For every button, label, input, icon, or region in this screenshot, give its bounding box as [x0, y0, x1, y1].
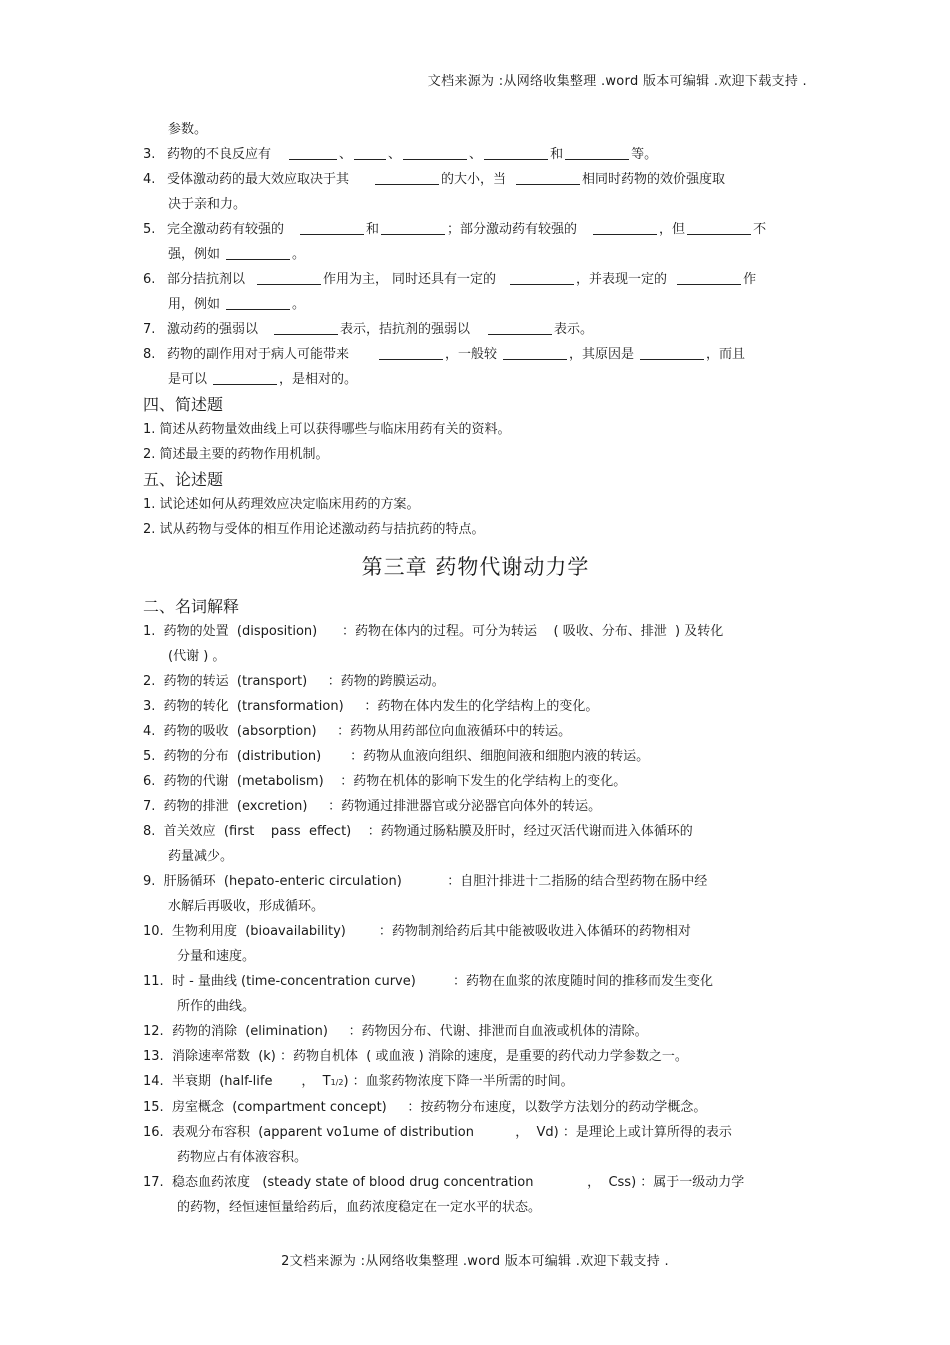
blank-field[interactable] [274, 320, 338, 335]
list-item: 1. 简述从药物量效曲线上可以获得哪些与临床用药有关的资料。 [143, 422, 511, 437]
subscript: 1/2 [330, 1078, 344, 1087]
blank-field[interactable] [226, 245, 290, 260]
blank-field[interactable] [516, 170, 580, 185]
question-5: 5. 完全激动药有较强的 和 ；部分激动药有较强的 ，但 不 [143, 222, 767, 237]
term-item: 12. 药物的消除 (elimination) ：药物因分布、代谢、排泄而自血液或机体的清除。 [143, 1024, 648, 1039]
question-4: 4. 受体激动药的最大效应取决于其 的大小，当 相同时药物的效价强度取 [143, 172, 726, 187]
term-item: 3. 药物的转化 (transformation) ：药物在体内发生的化学结构上的变化。 [143, 699, 599, 714]
question-4-cont: 决于亲和力。 [168, 197, 247, 212]
blank-field[interactable] [593, 220, 657, 235]
page-header: 文档来源为 :从网络收集整理 .word 版本可编辑 .欢迎下载支持 . [427, 74, 807, 89]
term-item: 11. 时 - 量曲线 (time-concentration curve) ：药物在血浆的浓度随时间的推移而发生变化 [143, 974, 714, 989]
list-item: 2. 简述最主要的药物作用机制。 [143, 447, 329, 462]
term-item: 8. 首关效应 (first pass effect) ：药物通过肠粘膜及肝时，经过灭活代谢而进入体循环的 [143, 824, 693, 839]
question-3: 3. 药物的不良反应有 、 、 、 和 等。 [143, 147, 658, 162]
page-footer: 2文档来源为 :从网络收集整理 .word 版本可编辑 .欢迎下载支持 . [281, 1254, 669, 1269]
blank-field[interactable] [226, 295, 290, 310]
term-item: 9. 肝肠循环 (hepato-enteric circulation) ：自胆汁排进十二指肠的结合型药物在肠中经 [143, 874, 708, 889]
blank-field[interactable] [375, 170, 439, 185]
term-item: 4. 药物的吸收 (absorption) ：药物从用药部位向血液循环中的转运。 [143, 724, 572, 739]
question-6-cont: 用，例如 。 [168, 297, 306, 312]
term-item: 7. 药物的排泄 (excretion) ：药物通过排泄器官或分泌器官向体外的转运。 [143, 799, 602, 814]
question-7: 7. 激动药的强弱以 表示，拮抗剂的强弱以 表示。 [143, 322, 594, 337]
term-item: 15. 房室概念 (compartment concept) ：按药物分布速度，以数学方法划分的药动学概念。 [143, 1100, 707, 1115]
section-title: 五、论述题 [143, 470, 224, 489]
blank-field[interactable] [213, 370, 277, 385]
blank-field[interactable] [257, 270, 321, 285]
term-item: 17. 稳态血药浓度 (steady state of blood drug concentration ， Css) ：属于一级动力学 [143, 1175, 745, 1190]
question-5-cont: 强，例如 。 [168, 247, 306, 262]
term-item-cont: 的药物，经恒速恒量给药后，血药浓度稳定在一定水平的状态。 [177, 1200, 542, 1215]
blank-field[interactable] [379, 345, 443, 360]
term-item-cont: (代谢 ) 。 [168, 649, 226, 664]
blank-field[interactable] [677, 270, 741, 285]
term-item: 13. 消除速率常数 (k) ：药物自机体 ( 或血液 ) 消除的速度，是重要的药代动力学参数之一。 [143, 1049, 688, 1064]
term-item: 14. 半衰期 (half-life ， T1/2) ：血浆药物浓度下降一半所需的时间。 [143, 1074, 574, 1089]
list-item: 1. 试论述如何从药理效应决定临床用药的方案。 [143, 497, 420, 512]
blank-field[interactable] [289, 145, 337, 160]
blank-field[interactable] [687, 220, 751, 235]
term-item: 5. 药物的分布 (distribution) ：药物从血液向组织、细胞间液和细胞内液的转运。 [143, 749, 650, 764]
blank-field[interactable] [300, 220, 364, 235]
term-item-cont: 分量和速度。 [177, 949, 256, 964]
section-title: 四、简述题 [143, 395, 224, 414]
term-item: 1. 药物的处置 (disposition) ：药物在体内的过程。可分为转运 ( 吸收、分布、排泄 ) 及转化 [143, 624, 724, 639]
question-6: 6. 部分拮抗剂以 作用为主， 同时还具有一定的 ，并表现一定的 作 [143, 272, 757, 287]
blank-field[interactable] [488, 320, 552, 335]
blank-field[interactable] [403, 145, 467, 160]
blank-field[interactable] [503, 345, 567, 360]
term-item: 6. 药物的代谢 (metabolism) ：药物在机体的影响下发生的化学结构上的变化。 [143, 774, 627, 789]
term-item-cont: 水解后再吸收，形成循环。 [168, 899, 325, 914]
chapter-title: 第三章 药物代谢动力学 [361, 555, 590, 579]
term-item-cont: 药量减少。 [168, 849, 234, 864]
term-item-cont: 所作的曲线。 [177, 999, 256, 1014]
page-content [143, 117, 808, 1220]
question-8: 8. 药物的副作用对于病人可能带来 ，一般较 ，其原因是 ，而且 [143, 347, 746, 362]
term-item-cont: 药物应占有体液容积。 [177, 1150, 308, 1165]
term-item: 16. 表观分布容积 (apparent vo1ume of distribution ， Vd) ：是理论上或计算所得的表示 [143, 1125, 732, 1140]
blank-field[interactable] [484, 145, 548, 160]
blank-field[interactable] [565, 145, 629, 160]
blank-field[interactable] [510, 270, 574, 285]
blank-field[interactable] [354, 145, 386, 160]
list-item: 2. 试从药物与受体的相互作用论述激动药与拮抗药的特点。 [143, 522, 485, 537]
blank-field[interactable] [381, 220, 445, 235]
question-8-cont: 是可以 ，是相对的。 [168, 372, 358, 387]
term-item: 10. 生物利用度 (bioavailability) ：药物制剂给药后其中能被吸收进入体循环的药物相对 [143, 924, 691, 939]
section-title: 二、名词解释 [143, 597, 240, 616]
blank-field[interactable] [640, 345, 704, 360]
text-line: 参数。 [168, 122, 208, 137]
term-item: 2. 药物的转运 (transport) ：药物的跨膜运动。 [143, 674, 445, 689]
